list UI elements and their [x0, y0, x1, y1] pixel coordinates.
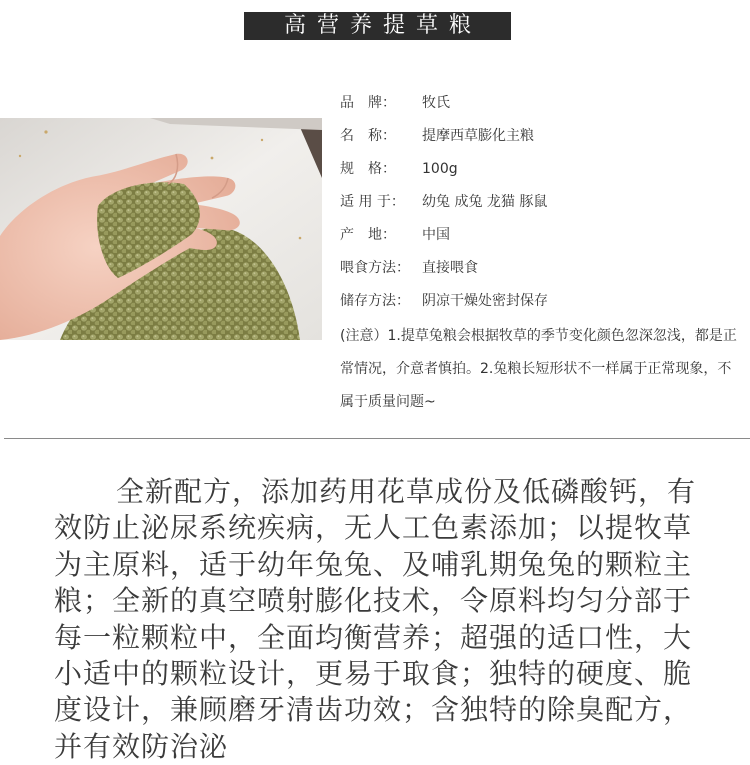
- spec-row-storage: [340, 285, 740, 318]
- section-divider: [4, 438, 750, 439]
- hand-holding-pellets-image: [0, 118, 322, 340]
- spec-note: (注意）1.提草兔粮会根据牧草的季节变化颜色忽深忽浅，都是正常情况，介意者慎拍。2.兔粮长短形状不一样属于正常现象，不属于质量问题~: [340, 328, 737, 410]
- spec-value: 牧氏: [422, 95, 450, 111]
- spec-row-brand: [340, 87, 740, 120]
- spec-label: 喂食方法：: [340, 260, 410, 276]
- spec-label: 适 用 于：: [340, 194, 405, 210]
- spec-row-origin: [340, 219, 740, 252]
- spec-row-name: [340, 120, 740, 153]
- spec-label: 储存方法：: [340, 293, 410, 309]
- spec-label: 名 称：: [340, 128, 396, 144]
- spec-label: 产 地：: [340, 227, 396, 243]
- spec-value: 阴凉干燥处密封保存: [422, 293, 548, 309]
- spec-row-size: [340, 153, 740, 186]
- spec-value: 直接喂食: [422, 260, 478, 276]
- spec-value: 100g: [422, 161, 458, 177]
- spec-list: [340, 87, 740, 419]
- spec-value: 幼兔 成兔 龙猫 豚鼠: [422, 194, 548, 210]
- spec-row-suitable: [340, 186, 740, 219]
- product-photo: [0, 118, 322, 340]
- spec-row-feeding: [340, 252, 740, 285]
- spec-value: 提摩西草膨化主粮: [422, 128, 534, 144]
- spec-label: 规 格：: [340, 161, 396, 177]
- page-title: 高营养提草粮: [244, 12, 511, 40]
- spec-value: 中国: [422, 227, 450, 243]
- product-description: 全新配方，添加药用花草成份及低磷酸钙，有效防止泌尿系统疾病，无人工色素添加；以提牧草为主原料，适于幼年兔兔、及哺乳期兔兔的颗粒主粮；全新的真空喷射膨化技术，令原料均匀分部于每一粒颗粒中，全面均衡营养；超强的适口性，大小适中的颗粒设计，更易于取食；独特的硬度、脆度设计，兼顾磨牙清齿功效；含独特的除臭配方，并有效防治泌: [54, 475, 697, 763]
- spec-label: 品 牌：: [340, 95, 396, 111]
